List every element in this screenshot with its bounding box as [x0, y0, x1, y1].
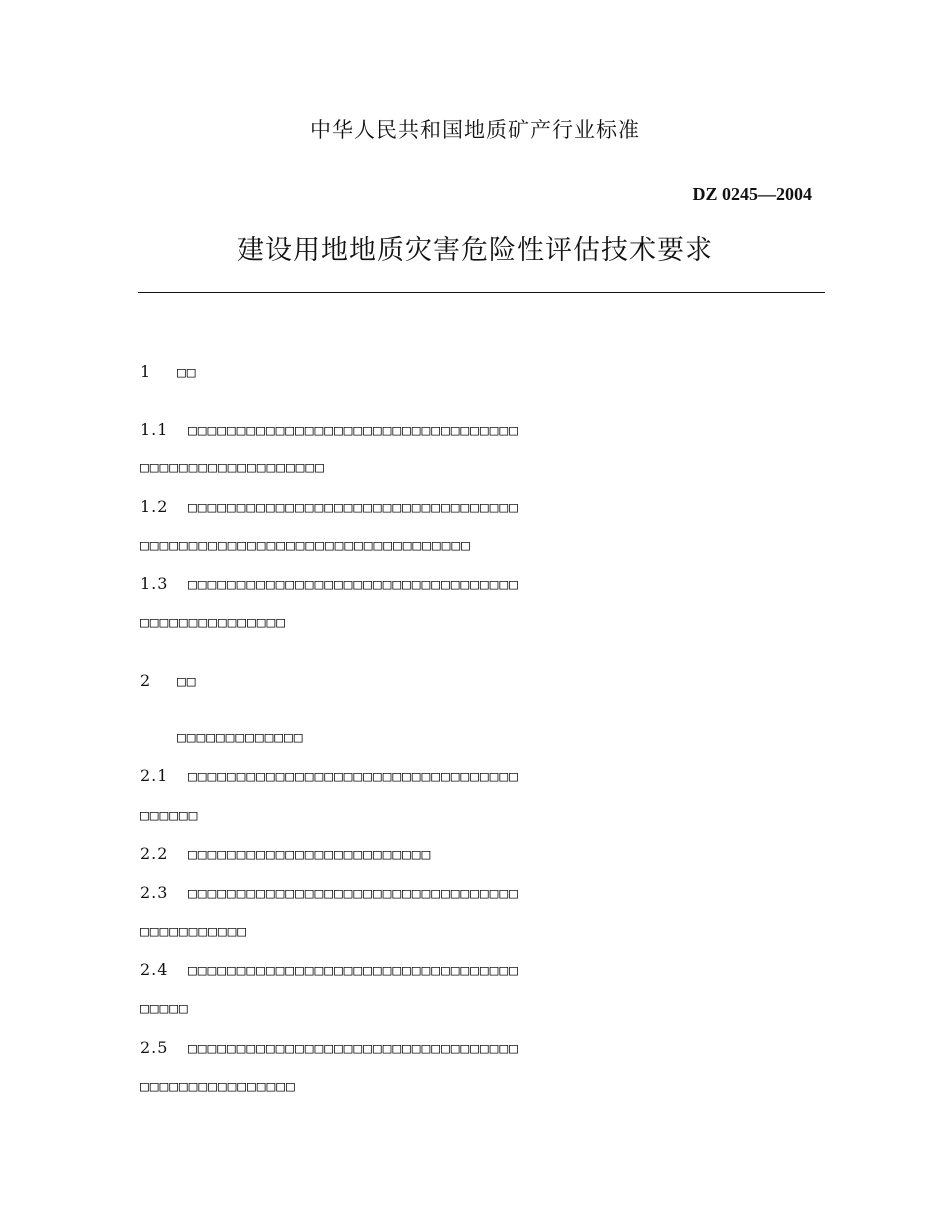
clause-continuation: □□□□□□□□□□□: [140, 924, 248, 940]
clause-line: [140, 573, 519, 595]
standard-code: DZ 0245—2004: [692, 184, 812, 204]
clause-continuation: □□□□□□□□□□□□□□□□□□□□□□□□□□□□□□□□□□: [140, 538, 471, 554]
clause-continuation: □□□□□□□□□□□□□□□: [140, 615, 286, 631]
clause-number: 1.3: [140, 574, 169, 593]
section-title: □□: [177, 365, 197, 381]
section-heading: [140, 670, 196, 692]
section-number: 2: [140, 671, 152, 690]
clause-text: □□□□□□□□□□□□□□□□□□□□□□□□□□□□□□□□□□: [188, 423, 519, 439]
clause-number: 2.1: [140, 766, 169, 785]
clause-number: 2.3: [140, 883, 169, 902]
clause-text: □□□□□□□□□□□□□□□□□□□□□□□□□□□□□□□□□□: [188, 500, 519, 516]
clause-continuation: □□□□□□□□□□□□□□□□□□□: [140, 460, 325, 476]
clause-continuation: □□□□□: [140, 1001, 189, 1017]
section-title: □□: [177, 674, 197, 690]
clause-text: □□□□□□□□□□□□□□□□□□□□□□□□□: [188, 847, 432, 863]
clause-line: [140, 959, 519, 981]
clause-number: 2.2: [140, 844, 169, 863]
section-number: 1: [140, 362, 152, 381]
clause-number: 1.1: [140, 420, 169, 439]
document-title: 建设用地地质灾害危险性评估技术要求: [237, 235, 713, 266]
clause-line: [140, 843, 431, 865]
clause-line: [140, 882, 519, 904]
clause-number: 2.4: [140, 960, 169, 979]
clause-line: [140, 496, 519, 518]
title-divider: [138, 292, 825, 293]
clause-text: □□□□□□□□□□□□□□□□□□□□□□□□□□□□□□□□□□: [188, 577, 519, 593]
issuing-organization: 中华人民共和国地质矿产行业标准: [310, 118, 640, 142]
clause-line: [140, 765, 519, 787]
clause-line: [140, 1037, 519, 1059]
clause-text: □□□□□□□□□□□□□□□□□□□□□□□□□□□□□□□□□□: [188, 963, 519, 979]
clause-continuation: □□□□□□: [140, 808, 199, 824]
clause-number: 2.5: [140, 1038, 169, 1057]
clause-number: 1.2: [140, 497, 169, 516]
section-heading: [140, 361, 196, 383]
clause-text: □□□□□□□□□□□□□□□□□□□□□□□□□□□□□□□□□□: [188, 1041, 519, 1057]
clause-continuation: □□□□□□□□□□□□□□□□: [140, 1079, 296, 1095]
clause-line: [140, 419, 519, 441]
section-intro: □□□□□□□□□□□□□: [177, 730, 304, 746]
clause-text: □□□□□□□□□□□□□□□□□□□□□□□□□□□□□□□□□□: [188, 769, 519, 785]
clause-text: □□□□□□□□□□□□□□□□□□□□□□□□□□□□□□□□□□: [188, 886, 519, 902]
